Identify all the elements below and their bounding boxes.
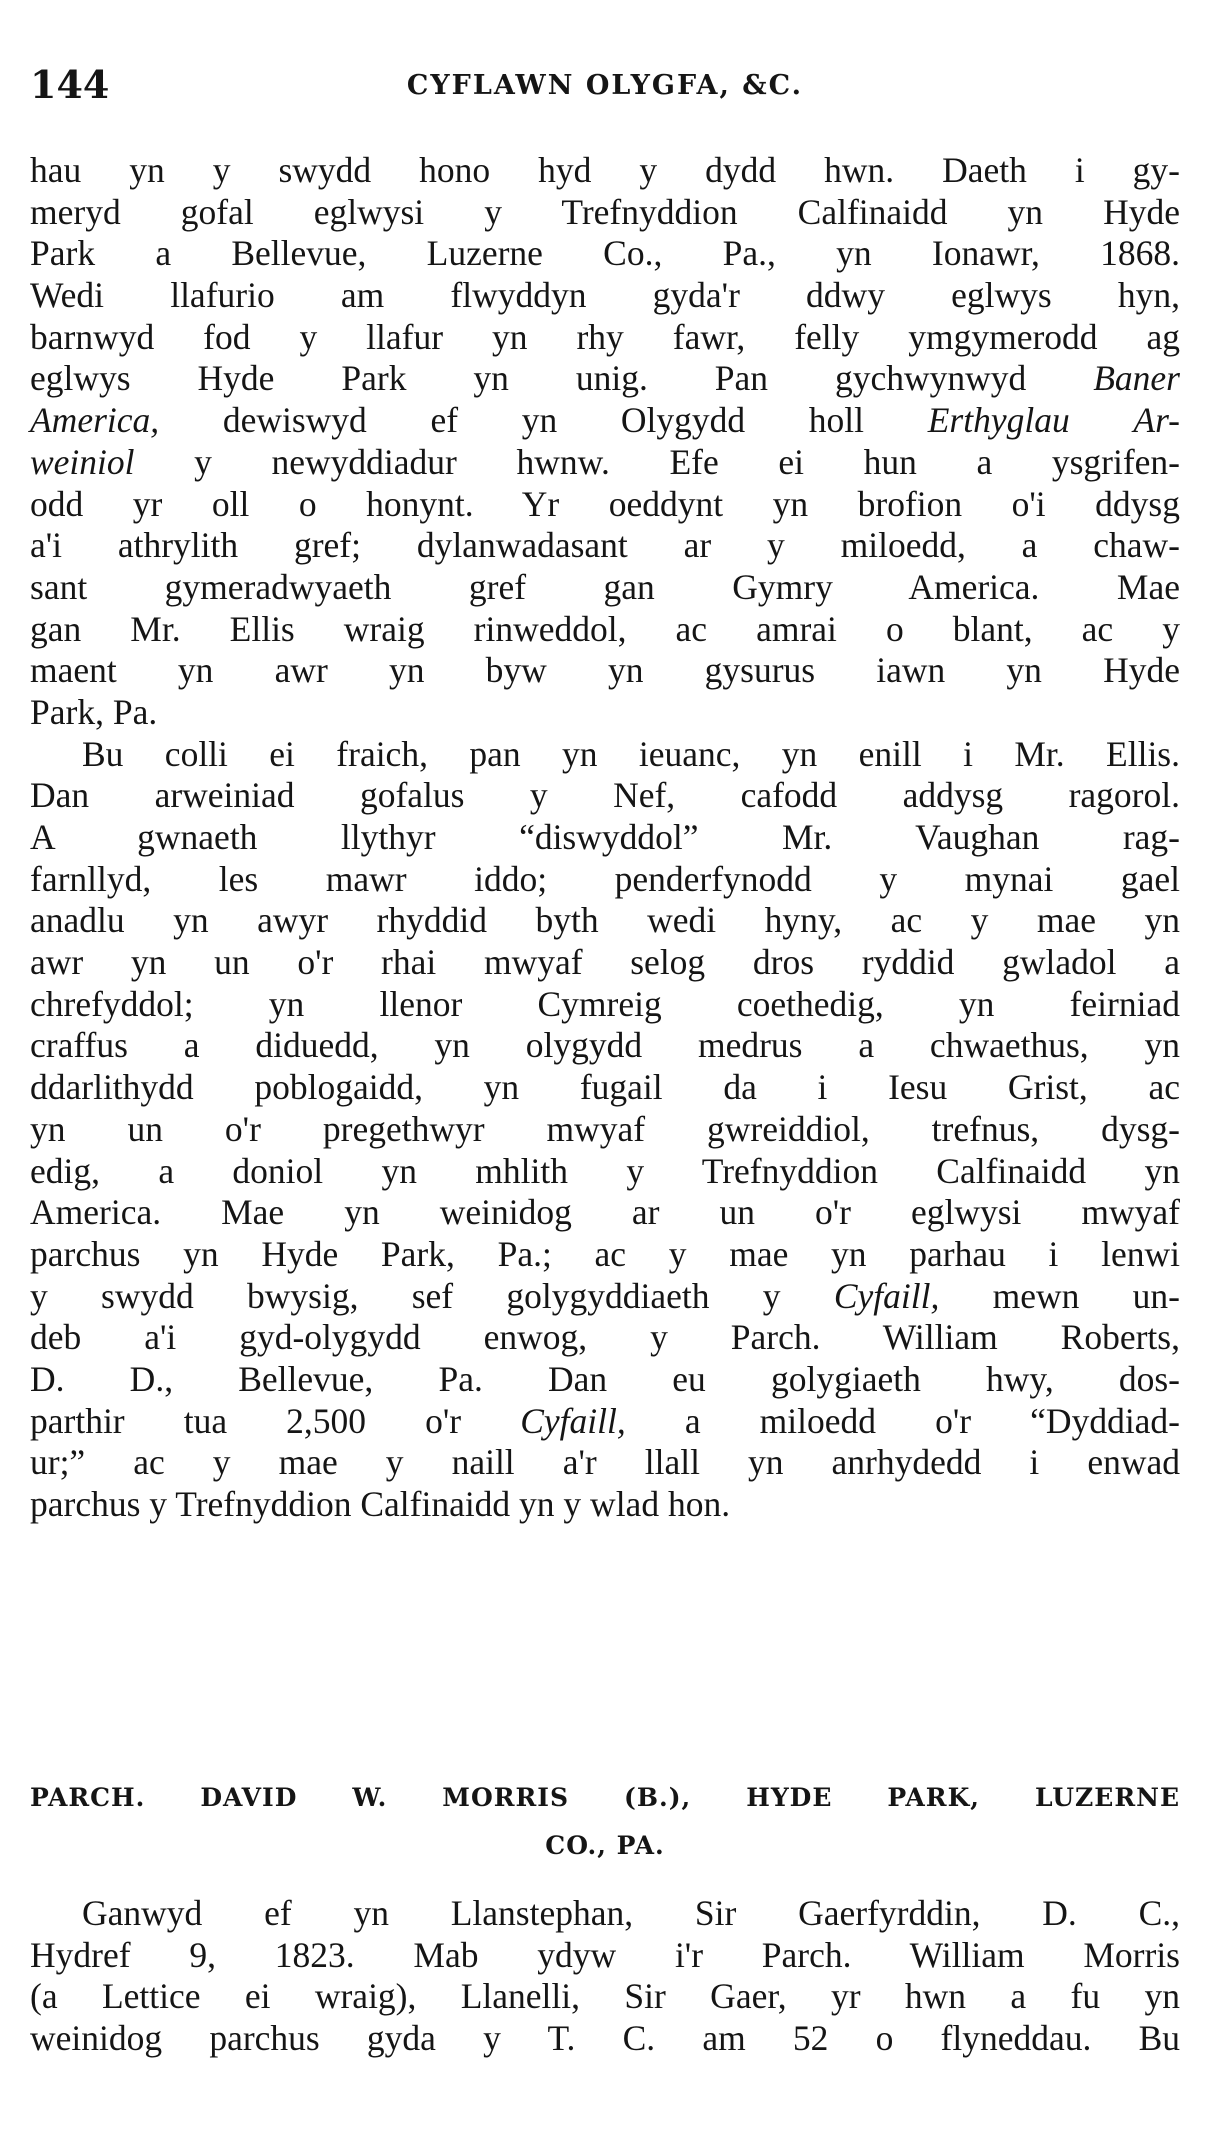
- paragraph-3: [30, 1893, 1180, 2060]
- paragraph-2: [30, 734, 1180, 1526]
- section-heading-line-2: CO., PA.: [545, 1831, 665, 1860]
- text-line: Bu colli ei fraich, pan yn ieuanc, yn enill i Mr. Ellis.: [82, 733, 1180, 774]
- text-line: parchus yn Hyde Park, Pa.; ac y mae yn parhau i lenwi: [30, 1233, 1180, 1274]
- text-line: parthir tua 2,500 o'r Cyfaill, a miloedd o'r “Dyddiad-: [30, 1400, 1181, 1441]
- text-line: edig, a doniol yn mhlith y Trefnyddion Calfinaidd yn: [30, 1150, 1180, 1191]
- text-line: anadlu yn awyr rhyddid byth wedi hyny, ac y mae yn: [30, 900, 1180, 941]
- text-line: America, dewiswyd ef yn Olygydd holl Erthyglau Ar-: [30, 400, 1181, 441]
- text-line: gan Mr. Ellis wraig rinweddol, ac amrai o blant, ac y: [30, 608, 1180, 649]
- text-line: a'i athrylith gref; dylanwadasant ar y miloedd, a chaw-: [30, 525, 1180, 566]
- text-line: Park a Bellevue, Luzerne Co., Pa., yn Ionawr, 1868.: [30, 233, 1180, 274]
- text-line: ddarlithydd poblogaidd, yn fugail da i Iesu Grist, ac: [30, 1067, 1180, 1108]
- text-line: (a Lettice ei wraig), Llanelli, Sir Gaer, yr hwn a fu yn: [30, 1976, 1180, 2017]
- text-line: yn un o'r pregethwyr mwyaf gwreiddiol, trefnus, dysg-: [30, 1108, 1180, 1149]
- text-line: weiniol y newyddiadur hwnw. Efe ei hun a ysgrifen-: [30, 441, 1180, 482]
- text-line: barnwyd fod y llafur yn rhy fawr, felly ymgymerodd ag: [30, 316, 1180, 357]
- text-line: parchus y Trefnyddion Calfinaidd yn y wlad hon.: [30, 1484, 731, 1524]
- text-line: deb a'i gyd-olygydd enwog, y Parch. William Roberts,: [30, 1317, 1180, 1358]
- page-number: 144: [30, 62, 110, 107]
- text-line: America. Mae yn weinidog ar un o'r eglwysi mwyaf: [30, 1192, 1180, 1233]
- text-line: Wedi llafurio am flwyddyn gyda'r ddwy eglwys hyn,: [30, 275, 1180, 316]
- text-line: D. D., Bellevue, Pa. Dan eu golygiaeth hwy, dos-: [30, 1358, 1180, 1399]
- text-line: maent yn awr yn byw yn gysurus iawn yn Hyde: [30, 650, 1180, 691]
- text-line: awr yn un o'r rhai mwyaf selog dros ryddid gwladol a: [30, 942, 1180, 983]
- text-line: meryd gofal eglwysi y Trefnyddion Calfinaidd yn Hyde: [30, 191, 1180, 232]
- text-line: ur;” ac y mae y naill a'r llall yn anrhydedd i enwad: [30, 1442, 1180, 1483]
- text-line: craffus a diduedd, yn olygydd medrus a chwaethus, yn: [30, 1025, 1180, 1066]
- text-line: odd yr oll o honynt. Yr oeddynt yn brofion o'i ddysg: [30, 483, 1180, 524]
- running-title: CYFLAWN OLYGFA, &C.: [406, 70, 804, 101]
- text-line: Hydref 9, 1823. Mab ydyw i'r Parch. William Morris: [30, 1934, 1180, 1975]
- text-line: hau yn y swydd hono hyd y dydd hwn. Daeth i gy-: [30, 150, 1180, 190]
- main-text: [30, 150, 1180, 1526]
- text-line: weinidog parchus gyda y T. C. am 52 o flyneddau. Bu: [30, 2018, 1180, 2059]
- text-line: Ganwyd ef yn Llanstephan, Sir Gaerfyrddin, D. C.,: [82, 1893, 1180, 1933]
- text-line: eglwys Hyde Park yn unig. Pan gychwynwyd Baner: [30, 358, 1180, 399]
- text-line: A gwnaeth llythyr “diswyddol” Mr. Vaughan rag-: [30, 817, 1180, 857]
- section-heading: [30, 1774, 1180, 1870]
- text-line: sant gymeradwyaeth gref gan Gymry America. Mae: [30, 566, 1180, 607]
- running-head: [30, 62, 1180, 112]
- text-line: Park, Pa.: [30, 691, 158, 732]
- section-heading-line-1: PARCH. DAVID W. MORRIS (B.), HYDE PARK, LUZERNE: [30, 1783, 1180, 1812]
- text-line: chrefyddol; yn llenor Cymreig coethedig, yn feirniad: [30, 983, 1180, 1024]
- text-line: farnllyd, les mawr iddo; penderfynodd y mynai gael: [30, 858, 1180, 899]
- text-line: Dan arweiniad gofalus y Nef, cafodd addysg ragorol.: [30, 775, 1180, 816]
- paragraph-1: [30, 150, 1180, 734]
- text-line: y swydd bwysig, sef golygyddiaeth y Cyfaill, mewn un-: [30, 1275, 1180, 1316]
